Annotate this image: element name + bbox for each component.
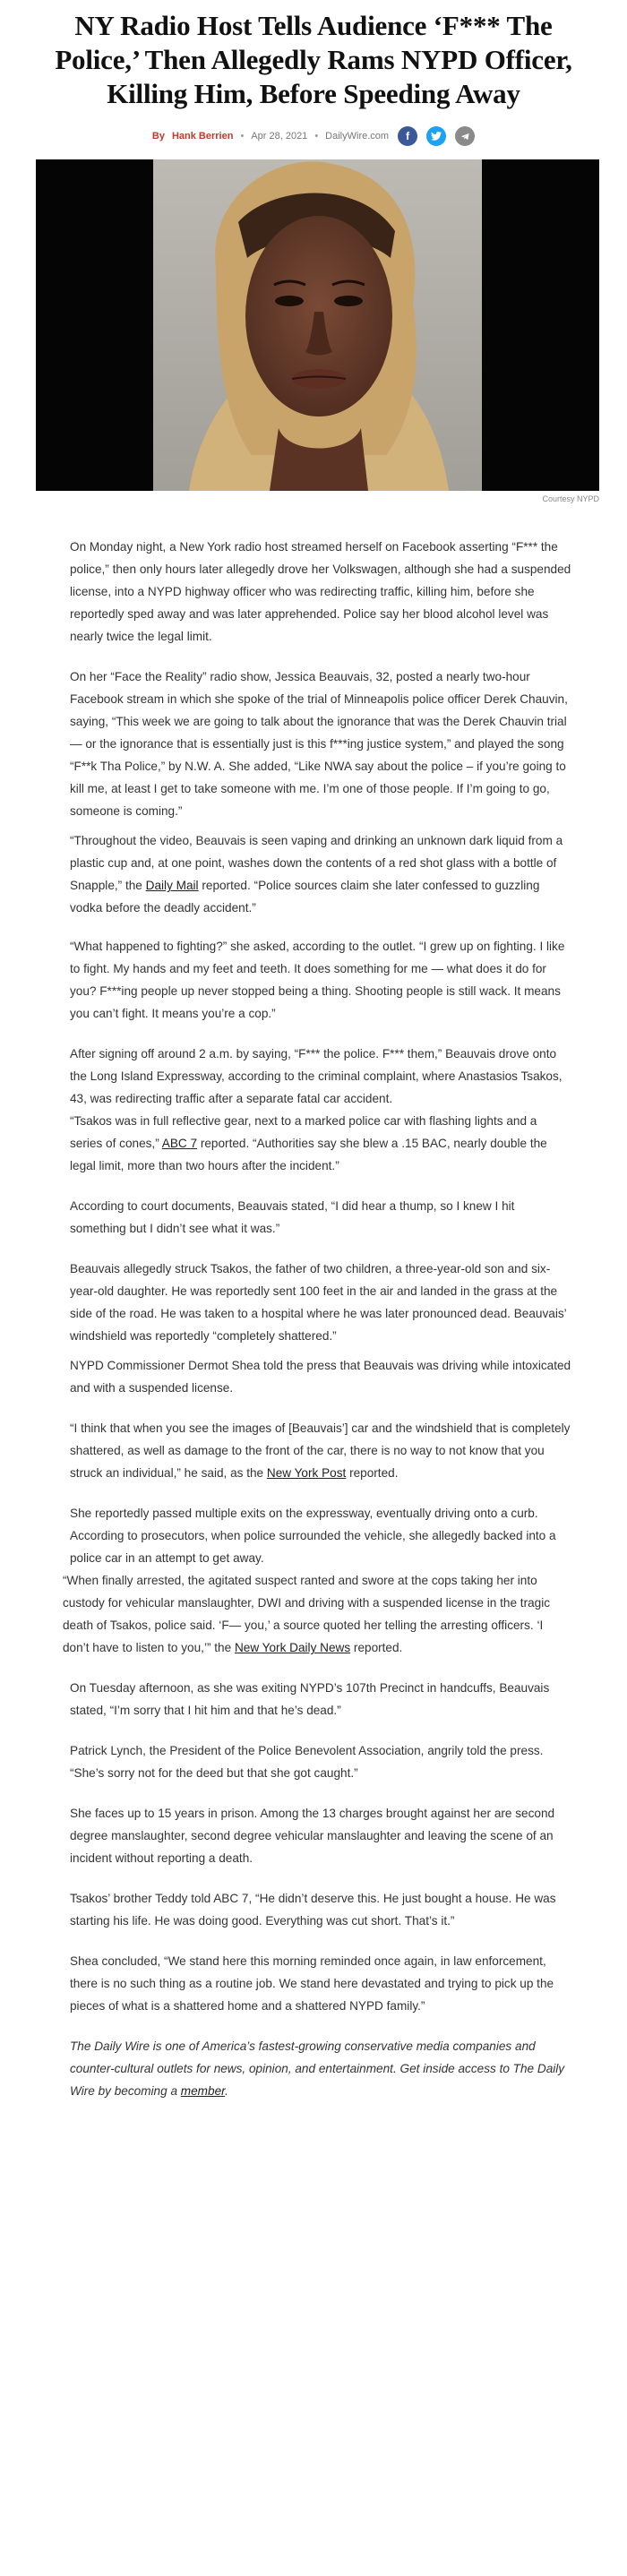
paragraph (63, 1569, 571, 1659)
paragraph: On Monday night, a New York radio host streamed herself on Facebook asserting “F*** the police,” then only hours later allegedly drove her Volkswagen, although she had a suspended license, into a NYPD highway officer who was redirecting traffic, killing him, before she reportedly sped away and was later apprehended. Police say her blood alcohol level was nearly twice the legal limit. (70, 540, 571, 643)
paragraph: Tsakos’ brother Teddy told ABC 7, “He didn’t deserve this. He just bought a house. He was starting his life. He was doing good. Everything was cut short. That’s it.” (70, 1892, 556, 1928)
byline (18, 124, 609, 149)
paragraph: On her “Face the Reality” radio show, Jessica Beauvais, 32, posted a nearly two-hour Facebook stream in which she spoke of the trial of Minneapolis police officer Derek Chauvin, saying, “This week we are going to talk about the ignorance that was the Derek Chauvin trial — or the ignorance that is essentially just is this f***ing justice system,” and played the song “F**k Tha Police,” by N.W. A. She added, “Like NWA say about the police – if you’re going to kill me, at least I get to take someone with me. I’m one of those people. If I’m going to go, someone is coming.” (70, 670, 568, 818)
footer-promo (70, 2035, 571, 2102)
paragraph: After signing off around 2 a.m. by saying, “F*** the police. F*** them,” Beauvais drove onto the Long Island Expressway, according to the criminal complaint, where Anastasios Tsakos, 43, was redirecting traffic after a separate fatal car accident. (70, 1047, 563, 1105)
article-title: NY Radio Host Tells Audience ‘F*** The Police,’ Then Allegedly Rams NYPD Officer, Killing Him, Before Speeding Away (55, 10, 572, 109)
paragraph: NYPD Commissioner Dermot Shea told the press that Beauvais was driving while intoxicated and with a suspended license. (70, 1359, 571, 1395)
paragraph-text: reported. (350, 1641, 403, 1654)
hero-image-frame (36, 159, 599, 491)
paragraph-text: “Tsakos was in full reflective gear, next to a marked police car with flashing lights and a series of cones,” (70, 1114, 537, 1150)
publish-date: Apr 28, 2021 (251, 131, 308, 142)
paragraph-text: “I think that when you see the images of [Beauvais’] car and the windshield that is completely shattered, as well as damage to the front of the car, there is no way to not know that you struck an individual,” he said, as the (70, 1421, 571, 1480)
member-link[interactable]: member (180, 2084, 226, 2098)
byline-separator: • (314, 131, 319, 142)
paragraph-text: “Throughout the video, Beauvais is seen vaping and drinking an unknown dark liquid from a plastic cup and, at one point, washes down the contents of a red shot glass with a bottle of Snapple,” the (70, 834, 563, 892)
image-caption: Courtesy NYPD (542, 494, 599, 503)
ny-daily-news-link[interactable]: New York Daily News (234, 1641, 351, 1654)
paragraph-text: reported. “Authorities say she blew a .15 BAC, nearly double the legal limit, more than two hours after the incident.” (70, 1137, 547, 1172)
facebook-icon[interactable]: f (398, 126, 417, 146)
paragraph: Beauvais allegedly struck Tsakos, the father of two children, a three-year-old son and six-year-old daughter. He was reportedly sent 100 feet in the air and landed in the grass at the side of the road. He was taken to a hospital where he was later pronounced dead. Beauvais’ windshield was reportedly “completely shattered.” (70, 1262, 567, 1343)
source-name: DailyWire.com (325, 131, 390, 142)
abc7-link[interactable]: ABC 7 (161, 1137, 198, 1150)
author-link[interactable]: Hank Berrien (171, 131, 234, 142)
paragraph-text: reported. (346, 1466, 399, 1480)
paragraph: “What happened to fighting?” she asked, according to the outlet. “I grew up on fighting. I like to fight. My hands and my feet and teeth. It does something for me — what does it do for you? F***ing people up never stopped being a thing. Shooting people is still wack. It means you can’t fight. It means you’re a cop.” (70, 940, 565, 1020)
paragraph (70, 1110, 571, 1177)
paragraph: She faces up to 15 years in prison. Among the 13 charges brought against her are second degree manslaughter, second degree vehicular manslaughter and leaving the scene of an incident without reporting a death. (70, 1807, 555, 1865)
footer-text: The Daily Wire is one of America’s fastest-growing conservative media companies and counter-cultural outlets for news, opinion, and entertainment. Get inside access to The Daily Wire by becoming a (70, 2039, 565, 2098)
daily-mail-link[interactable]: Daily Mail (145, 879, 199, 892)
paragraph (70, 1417, 571, 1484)
paragraph: Patrick Lynch, the President of the Police Benevolent Association, angrily told the press. “She’s sorry not for the deed but that she got caught.” (70, 1744, 544, 1780)
footer-text: . (225, 2084, 228, 2098)
paragraph-text: reported. “Police sources claim she later confessed to guzzling vodka before the deadly accident.” (70, 879, 540, 914)
new-york-post-link[interactable]: New York Post (266, 1466, 347, 1480)
article-body (63, 536, 571, 2102)
byline-by: By (151, 131, 165, 142)
mugshot-photo (153, 159, 482, 491)
paragraph (70, 829, 571, 919)
article-header (0, 0, 627, 149)
paragraph: She reportedly passed multiple exits on the expressway, eventually driving onto a curb. According to prosecutors, when police surrounded the vehicle, she allegedly backed into a police car in an attempt to get away. (70, 1507, 556, 1565)
paragraph: On Tuesday afternoon, as she was exiting NYPD’s 107th Precinct in handcuffs, Beauvais stated, “I’m sorry that I hit him and that he’s dead.” (70, 1681, 550, 1717)
paragraph-text: “When finally arrested, the agitated suspect ranted and swore at the cops taking her into custody for vehicular manslaughter, DWI and driving with a suspended license in the tragic death of Tsakos, police said. ‘F— you,’ a source quoted her telling the arresting officers. ‘I don’t have to listen to you,’” the (63, 1574, 551, 1654)
twitter-icon[interactable] (426, 126, 446, 146)
byline-separator: • (240, 131, 245, 142)
paragraph: According to court documents, Beauvais stated, “I did hear a thump, so I knew I hit something but I didn’t see what it was.” (70, 1199, 515, 1235)
telegram-icon[interactable] (455, 126, 475, 146)
paragraph: Shea concluded, “We stand here this morning reminded once again, in law enforcement, there is no such thing as a routine job. We stand here devastated and trying to pick up the pieces of what is a shattered home and a shattered NYPD family.” (70, 1954, 554, 2013)
